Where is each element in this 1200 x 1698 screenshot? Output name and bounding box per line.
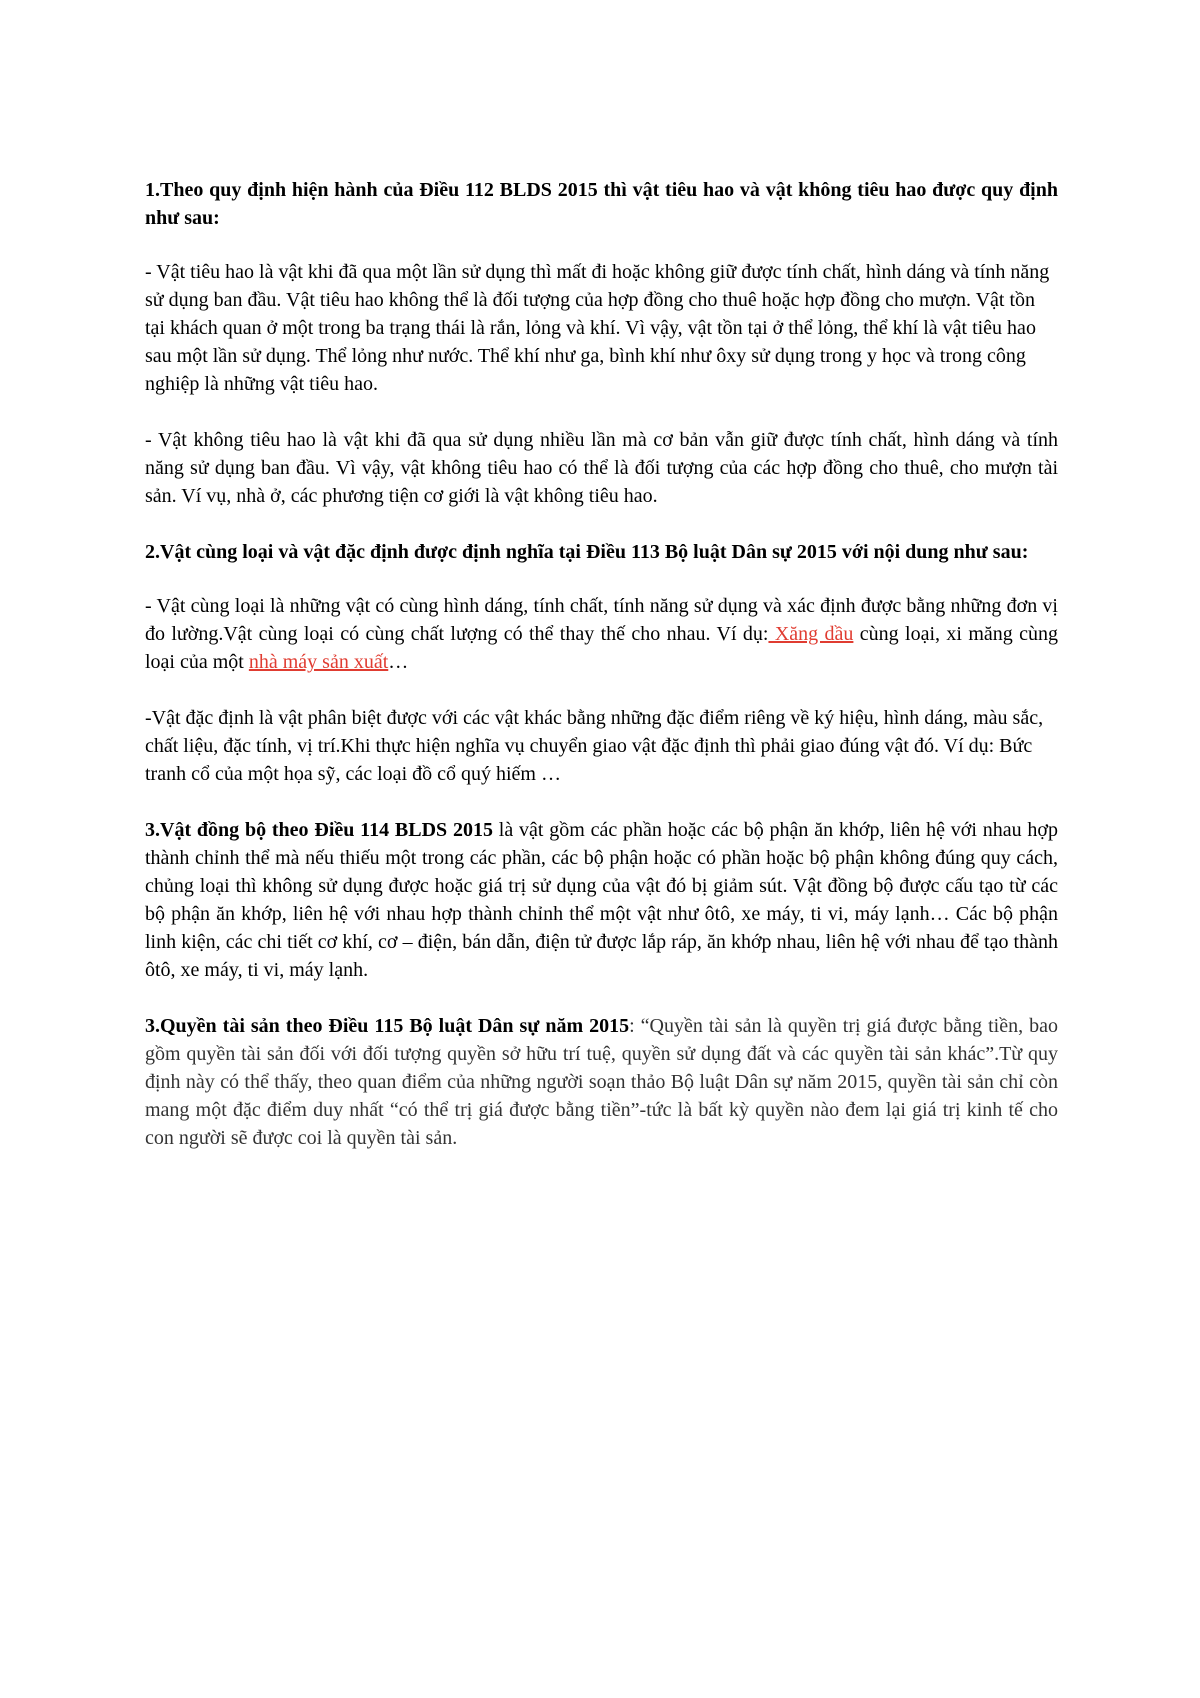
section-3-text: là vật gồm các phần hoặc các bộ phận ăn khớp, liên hệ với nhau hợp thành chỉnh thể mà nếu thiếu một trong các phần, các bộ phận hoặc có phần hoặc bộ phận không đúng quy cách, chủng loại thì không sử dụng được hoặc giá trị sử dụng của vật đó bị giảm sút. Vật đồng bộ được cấu tạo từ các bộ phận ăn khớp, liên hệ với nhau hợp thành chỉnh thể một vật như ôtô, xe máy, ti vi, máy lạnh… Các bộ phận linh kiện, các chi tiết cơ khí, cơ – điện, bán dẫn, điện tử được lắp ráp, ăn khớp nhau, liên hệ với nhau để tạo thành ôtô, xe máy, ti vi, máy lạnh. [145,819,1058,981]
link-xang-dau[interactable]: Xăng dầu [768,623,854,645]
section-2-paragraph-2: -Vật đặc định là vật phân biệt được với các vật khác bằng những đặc điểm riêng về ký hiệu, hình dáng, màu sắc, chất liệu, đặc tính, vị trí.Khi thực hiện nghĩa vụ chuyển giao vật đặc định thì phải giao đúng vật đó. Ví dụ: Bức tranh cổ của một họa sỹ, các loại đồ cổ quý hiếm … [145,707,1044,785]
section-2-heading: 2.Vật cùng loại và vật đặc định được định nghĩa tại Điều 113 Bộ luật Dân sự 2015 với nội dung như sau: [145,541,1029,563]
document-body [145,176,1058,1180]
link-nha-may-san-xuat[interactable]: nhà máy sản xuất [248,651,389,673]
section-2-paragraph-1-end: … [388,651,409,673]
section-3-title: 3.Vật đồng bộ theo Điều 114 BLDS 2015 [145,819,493,841]
section-2-paragraph-1 [145,592,1058,676]
section-1-paragraph-1: - Vật tiêu hao là vật khi đã qua một lần sử dụng thì mất đi hoặc không giữ được tính chất, hình dáng và tính năng sử dụng ban đầu. Vật tiêu hao không thể là đối tượng của hợp đồng cho thuê hoặc hợp đồng cho mượn. Vật tồn tại khách quan ở một trong ba trạng thái là rắn, lỏng và khí. Vì vậy, vật tồn tại ở thể lỏng, thể khí là vật tiêu hao sau một lần sử dụng. Thể lỏng như nước. Thể khí như ga, bình khí như ôxy sử dụng trong y học và trong công nghiệp là những vật tiêu hao. [145,261,1050,395]
section-4-title: 3.Quyền tài sản theo Điều 115 Bộ luật Dân sự năm 2015 [145,1015,630,1037]
section-3-paragraph [145,816,1058,984]
section-2-paragraph-1-middle: cùng loại, xi măng cùng loại của một [145,623,1058,673]
section-2-paragraph-1-text: - Vật cùng loại là những vật có cùng hình dáng, tính chất, tính năng sử dụng và xác định được bằng những đơn vị đo lường.Vật cùng loại có cùng chất lượng có thể thay thế cho nhau. Ví dụ: [145,595,1058,645]
section-4-paragraph [145,1012,1058,1152]
section-4-text: : “Quyền tài sản là quyền trị giá được bằng tiền, bao gồm quyền tài sản đối với đối tượng quyền sở hữu trí tuệ, quyền sử dụng đất và các quyền tài sản khác”.Từ quy định này có thể thấy, theo quan điểm của những người soạn thảo Bộ luật Dân sự năm 2015, quyền tài sản chỉ còn mang một đặc điểm duy nhất “có thể trị giá được bằng tiền”-tức là bất kỳ quyền nào đem lại giá trị kinh tế cho con người sẽ được coi là quyền tài sản. [145,1015,1058,1149]
section-1-paragraph-2: - Vật không tiêu hao là vật khi đã qua sử dụng nhiều lần mà cơ bản vẫn giữ được tính chất, hình dáng và tính năng sử dụng ban đầu. Vì vậy, vật không tiêu hao có thể là đối tượng của các hợp đồng cho thuê, cho mượn tài sản. Ví vụ, nhà ở, các phương tiện cơ giới là vật không tiêu hao. [145,429,1058,507]
section-1-heading: 1.Theo quy định hiện hành của Điều 112 BLDS 2015 thì vật tiêu hao và vật không tiêu hao được quy định như sau: [145,179,1058,229]
